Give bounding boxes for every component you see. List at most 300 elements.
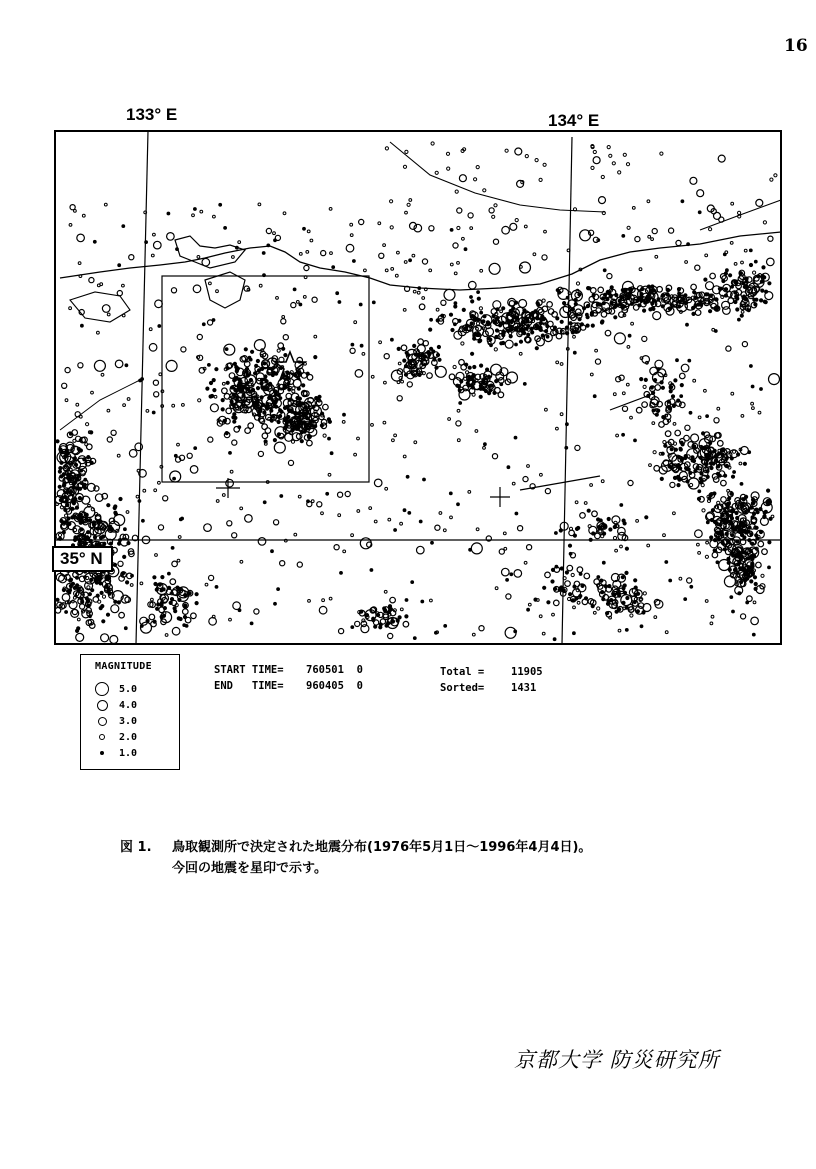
epicenter-marker bbox=[345, 491, 350, 496]
epicenter-marker bbox=[294, 533, 297, 536]
epicenter-marker bbox=[726, 346, 731, 351]
epicenter-marker bbox=[176, 586, 179, 589]
epicenter-marker bbox=[403, 621, 409, 627]
epicenter-marker bbox=[194, 208, 197, 211]
epicenter-marker bbox=[655, 360, 663, 368]
epicenter-marker bbox=[545, 489, 550, 494]
epicenter-marker bbox=[753, 554, 756, 557]
epicenter-marker bbox=[765, 292, 773, 300]
epicenter-marker bbox=[692, 312, 695, 315]
epicenter-marker bbox=[474, 178, 477, 181]
epicenter-marker bbox=[273, 232, 276, 235]
epicenter-marker bbox=[191, 613, 197, 619]
epicenter-marker bbox=[369, 507, 372, 510]
epicenter-marker bbox=[688, 359, 691, 362]
epicenter-marker bbox=[232, 416, 235, 419]
epicenter-marker bbox=[435, 171, 438, 174]
epicenter-marker bbox=[584, 573, 590, 579]
epicenter-marker bbox=[435, 525, 440, 530]
epicenter-marker bbox=[273, 439, 276, 442]
epicenter-marker bbox=[655, 385, 661, 391]
epicenter-marker bbox=[73, 596, 76, 599]
epicenter-marker bbox=[670, 386, 673, 389]
epicenter-marker bbox=[560, 413, 563, 416]
epicenter-marker bbox=[73, 586, 76, 589]
epicenter-marker bbox=[78, 363, 83, 368]
epicenter-marker bbox=[705, 555, 708, 558]
epicenter-marker bbox=[514, 436, 517, 439]
epicenter-marker bbox=[371, 424, 374, 427]
epicenter-marker bbox=[461, 342, 464, 345]
epicenter-marker bbox=[117, 454, 120, 457]
epicenter-marker bbox=[660, 477, 663, 480]
epicenter-marker bbox=[192, 214, 195, 217]
epicenter-marker bbox=[764, 301, 767, 304]
epicenter-marker bbox=[230, 405, 233, 408]
epicenter-marker bbox=[587, 287, 590, 290]
epicenter-marker bbox=[391, 338, 394, 341]
epicenter-marker bbox=[547, 601, 550, 604]
epicenter-marker bbox=[59, 467, 62, 470]
epicenter-marker bbox=[271, 550, 274, 553]
epicenter-marker bbox=[542, 299, 545, 302]
epicenter-marker bbox=[385, 147, 388, 150]
epicenter-marker bbox=[698, 490, 701, 493]
epicenter-marker bbox=[364, 269, 367, 272]
epicenter-marker bbox=[450, 229, 453, 232]
epicenter-marker bbox=[457, 439, 460, 442]
epicenter-marker bbox=[93, 240, 96, 243]
epicenter-marker bbox=[216, 290, 219, 293]
epicenter-marker bbox=[475, 379, 478, 382]
epicenter-marker bbox=[593, 157, 600, 164]
epicenter-marker bbox=[209, 282, 212, 285]
epicenter-marker bbox=[731, 526, 734, 529]
epicenter-marker bbox=[609, 154, 612, 157]
epicenter-marker bbox=[170, 579, 176, 585]
epicenter-marker bbox=[101, 373, 104, 376]
epicenter-marker bbox=[594, 579, 600, 585]
epicenter-marker bbox=[527, 545, 532, 550]
epicenter-marker bbox=[383, 607, 386, 610]
epicenter-marker bbox=[472, 393, 475, 396]
epicenter-marker bbox=[680, 441, 683, 444]
epicenter-marker bbox=[140, 625, 143, 628]
epicenter-marker bbox=[653, 451, 656, 454]
epicenter-marker bbox=[321, 251, 326, 256]
epicenter-marker bbox=[124, 528, 127, 531]
epicenter-marker bbox=[79, 275, 82, 278]
epicenter-marker bbox=[768, 566, 771, 569]
epicenter-marker bbox=[589, 538, 592, 541]
epicenter-marker bbox=[622, 406, 627, 411]
epicenter-marker bbox=[737, 453, 740, 456]
epicenter-marker bbox=[613, 593, 616, 596]
epicenter-marker bbox=[219, 203, 222, 206]
epicenter-marker bbox=[458, 389, 461, 392]
epicenter-marker bbox=[94, 360, 105, 371]
epicenter-marker bbox=[198, 399, 201, 402]
epicenter-marker bbox=[573, 335, 576, 338]
epicenter-marker bbox=[102, 595, 105, 598]
epicenter-marker bbox=[509, 301, 514, 306]
sorted-value: 1431 bbox=[511, 682, 537, 694]
epicenter-marker bbox=[530, 327, 533, 330]
epicenter-marker bbox=[627, 226, 630, 229]
epicenter-marker bbox=[676, 359, 679, 362]
epicenter-marker bbox=[280, 495, 283, 498]
epicenter-marker bbox=[153, 233, 156, 236]
epicenter-marker bbox=[693, 379, 696, 382]
epicenter-marker bbox=[709, 228, 712, 231]
epicenter-marker bbox=[209, 618, 217, 626]
epicenter-marker bbox=[115, 360, 123, 368]
epicenter-marker bbox=[756, 562, 762, 568]
epicenter-marker bbox=[502, 568, 510, 576]
epicenter-marker bbox=[634, 586, 637, 589]
epicenter-marker bbox=[726, 503, 729, 506]
epicenter-marker bbox=[595, 359, 600, 364]
epicenter-marker bbox=[230, 470, 233, 473]
epicenter-marker bbox=[480, 269, 483, 272]
epicenter-marker bbox=[284, 354, 287, 357]
epicenter-marker bbox=[118, 264, 121, 267]
epicenter-marker bbox=[531, 331, 534, 334]
epicenter-marker bbox=[500, 310, 503, 313]
epicenter-marker bbox=[423, 341, 428, 346]
epicenter-marker bbox=[422, 372, 425, 375]
epicenter-marker bbox=[623, 607, 626, 610]
epicenter-marker bbox=[586, 304, 589, 307]
epicenter-marker bbox=[735, 511, 738, 514]
epicenter-marker bbox=[354, 321, 357, 324]
epicenter-marker bbox=[69, 224, 72, 227]
epicenter-marker bbox=[310, 239, 313, 242]
epicenter-marker bbox=[753, 601, 756, 604]
epicenter-marker bbox=[390, 226, 393, 229]
epicenter-marker bbox=[122, 284, 125, 287]
legend-value: 5.0 bbox=[119, 683, 138, 695]
epicenter-marker bbox=[430, 318, 433, 321]
epicenter-marker bbox=[226, 479, 234, 487]
epicenter-marker bbox=[365, 614, 368, 617]
epicenter-marker bbox=[663, 534, 666, 537]
epicenter-marker bbox=[659, 452, 662, 455]
epicenter-marker bbox=[114, 505, 117, 508]
legend-value: 1.0 bbox=[119, 747, 138, 759]
epicenter-marker bbox=[742, 342, 747, 347]
epicenter-marker bbox=[747, 309, 750, 312]
epicenter-marker bbox=[297, 562, 302, 567]
epicenter-marker bbox=[370, 569, 373, 572]
epicenter-marker bbox=[725, 464, 728, 467]
epicenter-marker bbox=[403, 455, 406, 458]
epicenter-marker bbox=[278, 343, 284, 349]
epicenter-marker bbox=[107, 313, 110, 316]
fault-line bbox=[520, 476, 600, 490]
epicenter-marker bbox=[690, 585, 693, 588]
epicenter-marker bbox=[407, 203, 410, 206]
epicenter-marker bbox=[657, 298, 660, 301]
epicenter-marker bbox=[455, 190, 458, 193]
epicenter-marker bbox=[622, 235, 625, 238]
epicenter-marker bbox=[288, 388, 291, 391]
epicenter-marker bbox=[746, 577, 749, 580]
epicenter-marker bbox=[718, 474, 721, 477]
epicenter-marker bbox=[634, 439, 637, 442]
epicenter-marker bbox=[482, 320, 485, 323]
epicenter-marker bbox=[573, 351, 576, 354]
epicenter-marker bbox=[384, 381, 387, 384]
epicenter-marker bbox=[536, 325, 539, 328]
epicenter-marker bbox=[495, 380, 498, 383]
epicenter-marker bbox=[733, 471, 736, 474]
epicenter-marker bbox=[60, 461, 63, 464]
epicenter-marker bbox=[308, 600, 311, 603]
epicenter-marker bbox=[749, 263, 752, 266]
epicenter-marker bbox=[489, 263, 500, 274]
epicenter-marker bbox=[638, 304, 641, 307]
epicenter-marker bbox=[254, 609, 259, 614]
epicenter-marker bbox=[580, 513, 586, 519]
epicenter-marker bbox=[618, 299, 621, 302]
dot-icon bbox=[100, 751, 104, 755]
epicenter-marker bbox=[669, 579, 672, 582]
epicenter-marker bbox=[118, 542, 121, 545]
epicenter-marker bbox=[374, 620, 379, 625]
epicenter-marker bbox=[500, 342, 503, 345]
epicenter-marker bbox=[626, 383, 629, 386]
epicenter-marker bbox=[300, 440, 303, 443]
epicenter-marker bbox=[274, 442, 285, 453]
epicenter-marker bbox=[519, 300, 527, 308]
epicenter-marker bbox=[635, 237, 640, 242]
epicenter-marker bbox=[171, 288, 176, 293]
epicenter-marker bbox=[701, 484, 704, 487]
epicenter-marker bbox=[409, 259, 412, 262]
epicenter-marker bbox=[647, 200, 650, 203]
epicenter-marker bbox=[483, 447, 486, 450]
circle-icon bbox=[98, 717, 107, 726]
epicenter-marker bbox=[397, 396, 402, 401]
epicenter-marker bbox=[768, 541, 771, 544]
epicenter-marker bbox=[417, 546, 425, 554]
epicenter-marker bbox=[421, 600, 424, 603]
epicenter-marker bbox=[470, 227, 473, 230]
epicenter-marker bbox=[579, 573, 582, 576]
epicenter-marker bbox=[510, 573, 513, 576]
epicenter-marker bbox=[744, 249, 747, 252]
epicenter-marker bbox=[486, 368, 489, 371]
epicenter-marker bbox=[85, 513, 88, 516]
epicenter-marker bbox=[519, 340, 522, 343]
epicenter-marker bbox=[752, 633, 755, 636]
epicenter-marker bbox=[735, 295, 738, 298]
epicenter-marker bbox=[647, 544, 650, 547]
epicenter-marker bbox=[122, 225, 125, 228]
figure-caption-line1: 鳥取観測所で決定された地震分布(1976年5月1日～1996年4月4日)。 bbox=[172, 840, 592, 855]
epicenter-marker bbox=[200, 210, 203, 213]
epicenter-marker bbox=[451, 328, 454, 331]
epicenter-marker bbox=[419, 520, 422, 523]
epicenter-marker bbox=[695, 265, 700, 270]
epicenter-marker bbox=[700, 303, 703, 306]
epicenter-marker bbox=[565, 581, 571, 587]
epicenter-marker bbox=[469, 548, 472, 551]
epicenter-marker bbox=[602, 297, 605, 300]
epicenter-marker bbox=[553, 638, 556, 641]
epicenter-marker bbox=[67, 473, 70, 476]
epicenter-marker bbox=[158, 325, 161, 328]
epicenter-marker bbox=[353, 260, 356, 263]
epicenter-marker bbox=[268, 396, 271, 399]
epicenter-marker bbox=[642, 336, 647, 341]
epicenter-marker bbox=[314, 335, 317, 338]
epicenter-marker bbox=[221, 399, 224, 402]
epicenter-marker bbox=[710, 622, 713, 625]
epicenter-marker bbox=[597, 607, 600, 610]
epicenter-marker bbox=[140, 582, 143, 585]
epicenter-marker bbox=[225, 348, 228, 351]
epicenter-marker bbox=[178, 536, 181, 539]
epicenter-marker bbox=[457, 208, 462, 213]
epicenter-marker bbox=[716, 561, 719, 564]
epicenter-marker bbox=[89, 519, 92, 522]
epicenter-marker bbox=[576, 589, 579, 592]
epicenter-marker bbox=[685, 425, 690, 430]
epicenter-marker bbox=[734, 263, 737, 266]
epicenter-marker bbox=[409, 199, 412, 202]
epicenter-marker bbox=[612, 516, 620, 524]
epicenter-marker bbox=[639, 268, 642, 271]
epicenter-marker bbox=[76, 633, 84, 641]
epicenter-marker bbox=[648, 235, 651, 238]
epicenter-marker bbox=[584, 597, 587, 600]
epicenter-marker bbox=[565, 571, 568, 574]
epicenter-marker bbox=[235, 376, 238, 379]
epicenter-marker bbox=[665, 431, 671, 437]
epicenter-marker bbox=[418, 339, 424, 345]
epicenter-marker bbox=[224, 394, 230, 400]
epicenter-marker bbox=[154, 392, 159, 397]
epicenter-marker bbox=[229, 452, 232, 455]
epicenter-marker bbox=[750, 365, 753, 368]
epicenter-marker bbox=[232, 440, 237, 445]
epicenter-marker bbox=[654, 616, 657, 619]
epicenter-marker bbox=[684, 598, 687, 601]
epicenter-marker bbox=[722, 448, 725, 451]
epicenter-marker bbox=[104, 203, 107, 206]
epicenter-marker bbox=[438, 358, 441, 361]
epicenter-marker bbox=[652, 391, 655, 394]
epicenter-marker bbox=[742, 282, 745, 285]
epicenter-marker bbox=[730, 596, 733, 599]
epicenter-marker bbox=[238, 609, 241, 612]
epicenter-marker bbox=[405, 615, 408, 618]
epicenter-marker bbox=[643, 309, 646, 312]
epicenter-marker bbox=[721, 295, 724, 298]
epicenter-marker bbox=[753, 298, 756, 301]
epicenter-marker bbox=[714, 418, 719, 423]
epicenter-marker bbox=[729, 274, 732, 277]
epicenter-marker bbox=[299, 253, 302, 256]
institution-signature: 京都大学 防災研究所 bbox=[514, 1048, 720, 1072]
epicenter-marker bbox=[622, 305, 625, 308]
epicenter-marker bbox=[102, 535, 105, 538]
epicenter-marker bbox=[697, 543, 700, 546]
epicenter-marker bbox=[523, 383, 526, 386]
epicenter-marker bbox=[290, 432, 293, 435]
epicenter-marker bbox=[599, 530, 602, 533]
epicenter-marker bbox=[454, 302, 457, 305]
epicenter-marker bbox=[384, 590, 387, 593]
epicenter-marker bbox=[697, 497, 700, 500]
epicenter-marker bbox=[763, 511, 766, 514]
epicenter-marker bbox=[351, 343, 354, 346]
epicenter-marker bbox=[145, 241, 148, 244]
epicenter-marker bbox=[433, 358, 436, 361]
epicenter-marker bbox=[505, 149, 508, 152]
epicenter-marker bbox=[91, 391, 94, 394]
epicenter-marker bbox=[77, 474, 80, 477]
epicenter-marker bbox=[182, 404, 185, 407]
epicenter-marker bbox=[518, 526, 523, 531]
epicenter-marker bbox=[699, 477, 702, 480]
epicenter-marker bbox=[691, 434, 699, 442]
epicenter-marker bbox=[615, 294, 618, 297]
epicenter-marker bbox=[638, 297, 641, 300]
epicenter-marker bbox=[160, 604, 163, 607]
epicenter-marker bbox=[703, 479, 706, 482]
epicenter-marker bbox=[114, 511, 117, 514]
epicenter-marker bbox=[743, 462, 746, 465]
epicenter-marker bbox=[443, 529, 446, 532]
epicenter-marker bbox=[354, 453, 357, 456]
epicenter-marker bbox=[487, 323, 490, 326]
epicenter-marker bbox=[762, 549, 768, 555]
epicenter-marker bbox=[149, 344, 157, 352]
epicenter-marker bbox=[743, 285, 746, 288]
epicenter-marker bbox=[714, 459, 717, 462]
epicenter-marker bbox=[768, 282, 771, 285]
epicenter-marker bbox=[328, 437, 331, 440]
epicenter-marker bbox=[601, 320, 604, 323]
epicenter-marker bbox=[152, 411, 155, 414]
epicenter-marker bbox=[612, 162, 615, 165]
epicenter-marker bbox=[625, 629, 628, 632]
epicenter-marker bbox=[609, 295, 612, 298]
epicenter-marker bbox=[221, 408, 224, 411]
epicenter-marker bbox=[111, 605, 119, 613]
epicenter-marker bbox=[652, 409, 655, 412]
epicenter-marker bbox=[78, 262, 81, 265]
epicenter-marker bbox=[431, 541, 434, 544]
epicenter-marker bbox=[100, 283, 103, 286]
epicenter-marker bbox=[601, 480, 604, 483]
epicenter-marker bbox=[576, 282, 579, 285]
epicenter-marker bbox=[127, 542, 130, 545]
epicenter-marker bbox=[247, 388, 250, 391]
epicenter-marker bbox=[274, 602, 277, 605]
epicenter-marker bbox=[424, 288, 427, 291]
epicenter-marker bbox=[245, 515, 253, 523]
epicenter-marker bbox=[69, 433, 72, 436]
epicenter-marker bbox=[84, 537, 87, 540]
epicenter-marker bbox=[488, 392, 491, 395]
epicenter-marker bbox=[177, 559, 180, 562]
epicenter-marker bbox=[754, 260, 757, 263]
epicenter-marker bbox=[677, 484, 680, 487]
